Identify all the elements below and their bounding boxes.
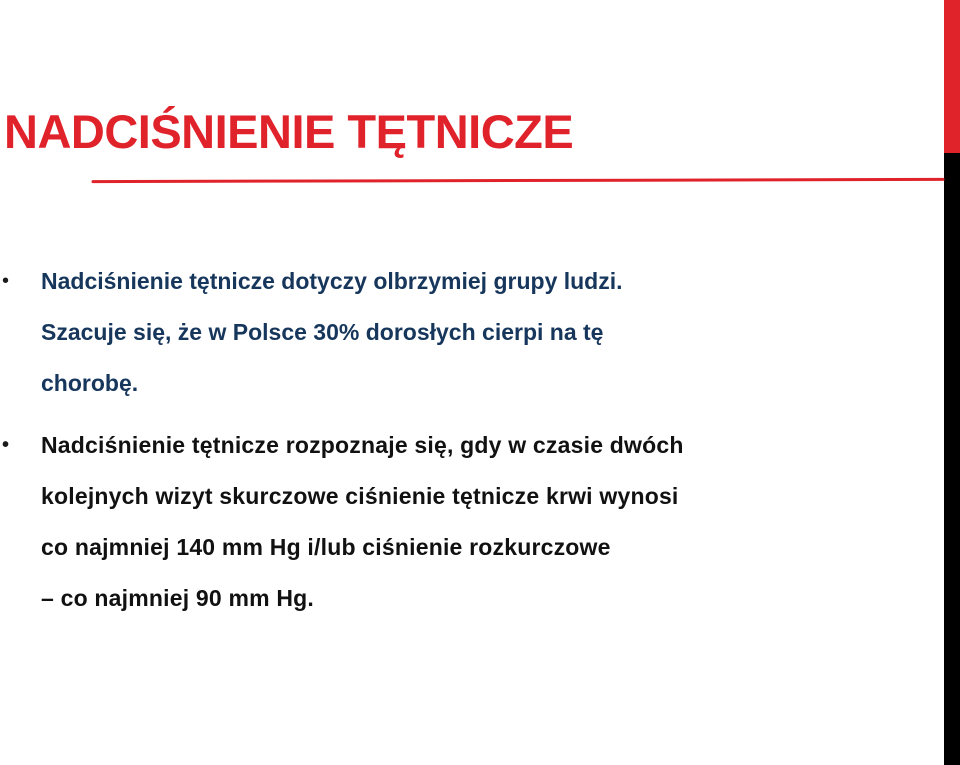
bullet-line: – co najmniej 90 mm Hg.: [41, 585, 315, 611]
edge-black-bar: [944, 153, 960, 765]
slide-title: NADCIŚNIENIE TĘTNICZE: [4, 105, 574, 158]
title-underline: [93, 179, 943, 182]
bullet-text: [41, 420, 930, 624]
bullet-dot-icon: •: [2, 434, 10, 456]
bullet-text: [41, 256, 930, 409]
bullet-list: [0, 256, 930, 624]
bullet-dot-icon: •: [2, 270, 10, 292]
bullet-line: chorobę.: [41, 370, 139, 396]
bullet-line: kolejnych wizyt skurczowe ciśnienie tętnicze krwi wynosi: [41, 483, 679, 509]
bullet-item: [0, 420, 930, 624]
bullet-line: co najmniej 140 mm Hg i/lub ciśnienie rozkurczowe: [41, 534, 611, 560]
bullet-line: Nadciśnienie tętnicze rozpoznaje się, gdy w czasie dwóch: [41, 432, 684, 458]
bullet-line: Szacuje się, że w Polsce 30% dorosłych cierpi na tę: [41, 319, 604, 345]
title-underline-stroke: [93, 179, 943, 181]
bullet-line: Nadciśnienie tętnicze dotyczy olbrzymiej grupy ludzi.: [41, 268, 623, 294]
bullet-item: [0, 256, 930, 409]
edge-red-bar: [944, 0, 960, 153]
